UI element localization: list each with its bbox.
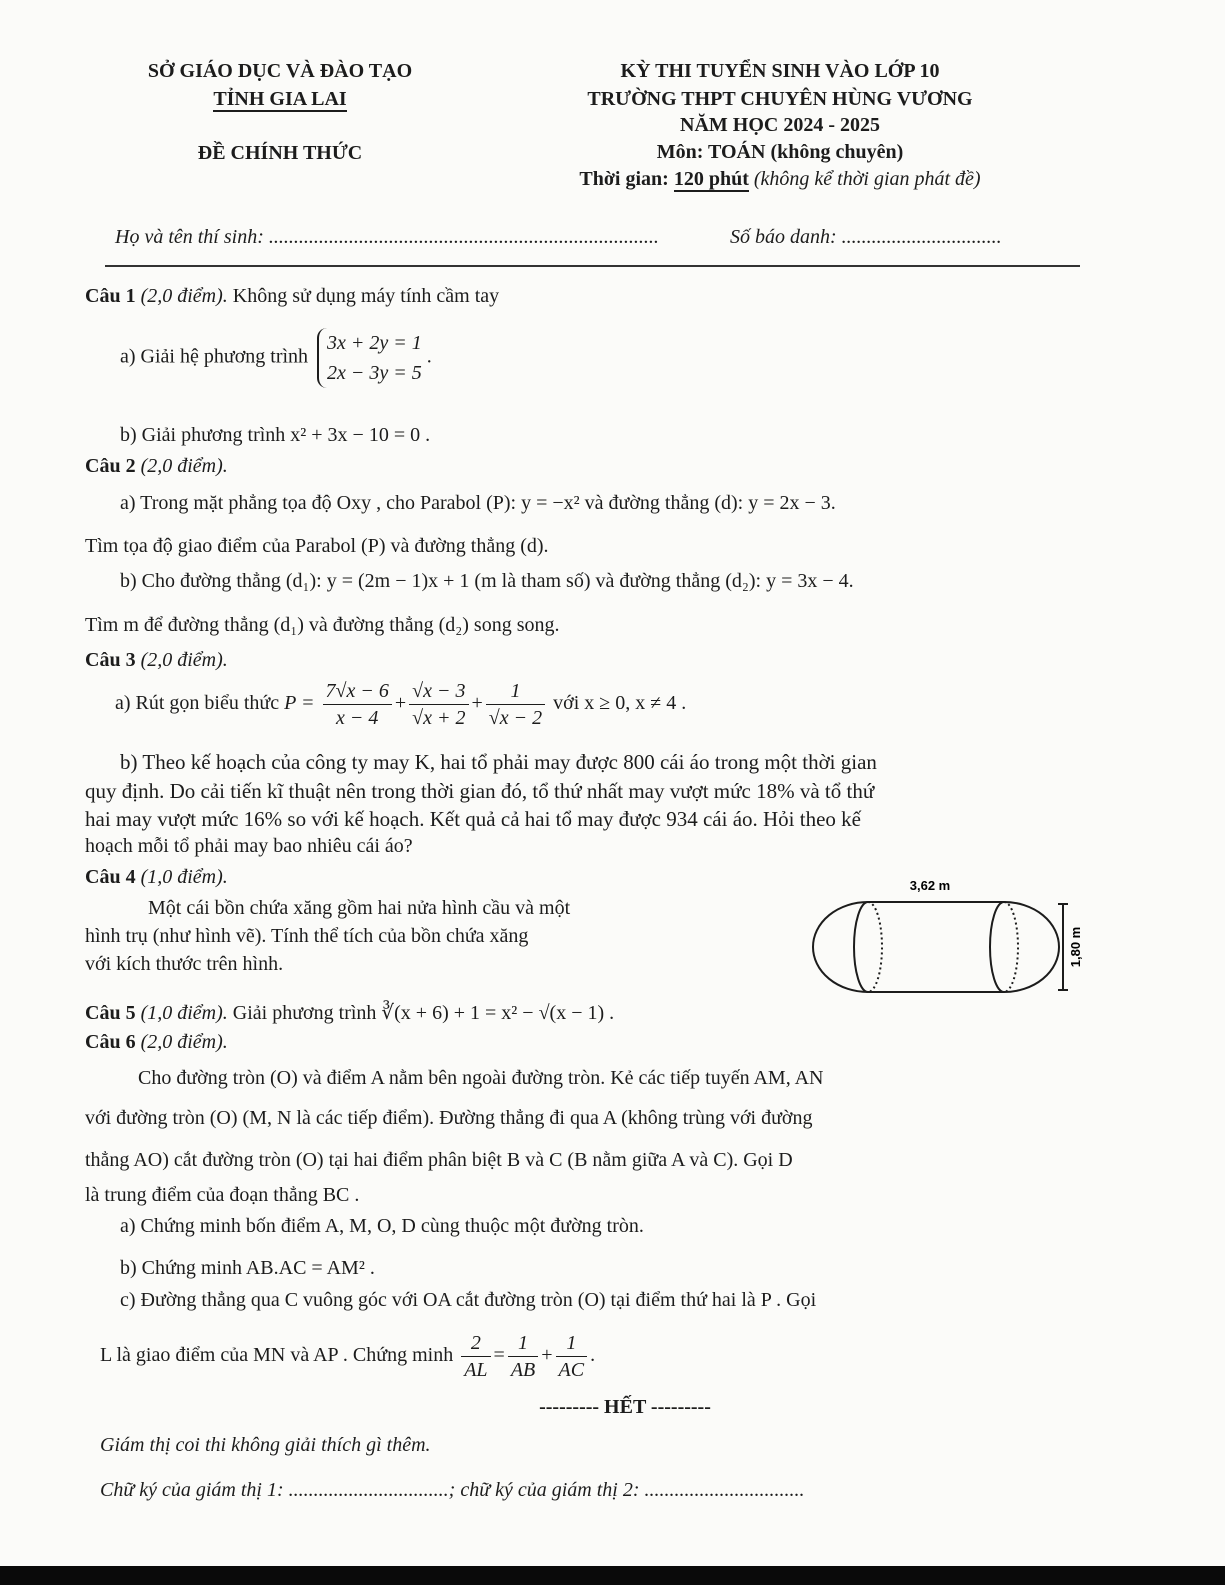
numerator: 2	[461, 1330, 490, 1357]
end-mark: --------- HẾT ---------	[539, 1396, 711, 1418]
q3-b-line2: quy định. Do cải tiến kĩ thuật nên trong thời gian đó, tổ thứ nhất may vượt mức 18% và tổ thứ	[85, 779, 875, 803]
subject: Môn: TOÁN (không chuyên)	[656, 141, 904, 163]
q3-points: (2,0 điểm).	[140, 649, 228, 671]
q6-part-c-line2	[100, 1330, 595, 1383]
q6-line2: với đường tròn (O) (M, N là các tiếp điểm). Đường thẳng đi qua A (không trùng với đường	[85, 1107, 813, 1129]
fraction-2	[409, 678, 468, 731]
q1a-end: .	[421, 345, 432, 368]
candidate-name-field: Họ và tên thí sinh: ..............................................................................	[115, 226, 659, 248]
q3-b-line4: hoạch mỗi tổ phải may bao nhiêu cái áo?	[85, 835, 413, 857]
q2-a-line1: a) Trong mặt phẳng tọa độ Oxy , cho Parabol (P): y = −x² và đường thẳng (d): y = 2x − 3.	[120, 492, 836, 514]
q3a-label: a) Rút gọn biểu thức	[115, 692, 280, 715]
q3-part-a	[115, 678, 686, 731]
q1a-label: a) Giải hệ phương trình	[120, 345, 309, 368]
q5-title: Câu 5	[85, 1002, 136, 1024]
q4-line2: hình trụ (như hình vẽ). Tính thể tích của bồn chứa xăng	[85, 925, 529, 947]
question-2	[85, 455, 228, 478]
question-5	[85, 1000, 614, 1025]
q6-part-b: b) Chứng minh AB.AC = AM² .	[120, 1257, 375, 1279]
q6-line3: thẳng AO) cắt đường tròn (O) tại hai điểm phân biệt B và C (B nằm giữa A và C). Gọi D	[85, 1149, 793, 1171]
fraction-2-al	[461, 1330, 490, 1383]
q2-title: Câu 2	[85, 455, 136, 477]
fraction-1-ab	[508, 1330, 538, 1383]
q6-line4: là trung điểm của đoạn thẳng BC .	[85, 1184, 360, 1206]
time-label: Thời gian:	[579, 168, 674, 190]
q4-points: (1,0 điểm).	[140, 866, 228, 888]
q5-points: (1,0 điểm).	[140, 1002, 228, 1024]
department-name: SỞ GIÁO DỤC VÀ ĐÀO TẠO	[147, 60, 413, 82]
equation-system	[317, 328, 422, 388]
candidate-id-field: Số báo danh: ................................	[730, 226, 1002, 248]
diameter-label: 1,80 m	[1068, 926, 1083, 968]
denominator: x − 4	[335, 707, 379, 729]
q6-line1: Cho đường tròn (O) và điểm A nằm bên ngoài đường tròn. Kẻ các tiếp tuyến AM, AN	[138, 1067, 824, 1089]
q6-title: Câu 6	[85, 1031, 136, 1053]
exam-time	[500, 168, 1060, 191]
equals: =	[493, 1344, 505, 1367]
q6-part-a: a) Chứng minh bốn điểm A, M, O, D cùng thuộc một đường tròn.	[120, 1215, 644, 1237]
q6-part-c: c) Đường thẳng qua C vuông góc với OA cắt đường tròn (O) tại điểm thứ hai là P . Gọi	[120, 1289, 817, 1311]
numerator: 7√x − 6	[323, 678, 392, 705]
province-text: TỈNH GIA LAI	[213, 88, 347, 110]
q1-title: Câu 1	[85, 285, 136, 307]
period: .	[590, 1344, 596, 1367]
q3-b-line1: b) Theo kế hoạch của công ty may K, hai tổ phải may được 800 cái áo trong một thời gian	[120, 750, 877, 774]
official-label: ĐỀ CHÍNH THỨC	[197, 142, 363, 164]
question-6	[85, 1031, 228, 1054]
length-label: 3,62 m	[909, 878, 951, 893]
q3-b-line3: hai may vượt mức 16% so với kế hoạch. Kết quả cả hai tổ may được 934 cái áo. Hỏi theo kế	[85, 807, 861, 831]
numerator: 1	[508, 1330, 538, 1357]
eq2: 2x − 3y = 5	[327, 362, 422, 384]
province-name	[110, 88, 450, 111]
q4-title: Câu 4	[85, 866, 136, 888]
q6-points: (2,0 điểm).	[140, 1031, 228, 1053]
denominator: AB	[510, 1359, 536, 1381]
proctor-signatures: Chữ ký của giám thị 1: ................................; chữ ký của giám thị 2: ................................	[100, 1479, 805, 1501]
fraction-3	[486, 678, 545, 731]
fraction-1	[323, 678, 392, 731]
school-name: TRƯỜNG THPT CHUYÊN HÙNG VƯƠNG	[587, 88, 973, 110]
plus: +	[541, 1344, 553, 1367]
q6c-text: L là giao điểm của MN và AP . Chứng minh	[100, 1344, 454, 1367]
denominator: AC	[558, 1359, 585, 1381]
q2-points: (2,0 điểm).	[140, 455, 228, 477]
q3-title: Câu 3	[85, 649, 136, 671]
proctor-note: Giám thị coi thi không giải thích gì thêm.	[100, 1434, 431, 1456]
p-label: P =	[284, 692, 315, 715]
q2-b-line2: Tìm m để đường thẳng (d₁) và đường thẳng (d₂) song song.	[85, 614, 560, 636]
plus: +	[471, 692, 483, 715]
q1-part-a	[120, 328, 432, 388]
denominator: √x + 2	[412, 707, 466, 729]
eq1: 3x + 2y = 1	[327, 332, 422, 354]
q1-part-b: b) Giải phương trình x² + 3x − 10 = 0 .	[120, 424, 431, 446]
q1-points: (2,0 điểm).	[140, 285, 228, 307]
scan-border	[0, 1566, 1225, 1585]
header-divider	[105, 265, 1080, 267]
time-value: 120 phút	[673, 168, 749, 190]
q5-text: Giải phương trình ∛(x + 6) + 1 = x² − √(x − 1) .	[227, 1002, 615, 1024]
denominator: AL	[464, 1359, 488, 1381]
question-1	[85, 285, 499, 308]
exam-title: KỲ THI TUYỂN SINH VÀO LỚP 10	[620, 60, 940, 82]
numerator: √x − 3	[409, 678, 468, 705]
question-4	[85, 866, 228, 889]
question-3	[85, 649, 228, 672]
q1-intro: Không sử dụng máy tính cầm tay	[227, 285, 500, 307]
school-year: NĂM HỌC 2024 - 2025	[680, 114, 880, 136]
denominator: √x − 2	[488, 707, 543, 729]
plus: +	[394, 692, 407, 715]
q2-b-line1: b) Cho đường thẳng (d₁): y = (2m − 1)x + 1 (m là tham số) và đường thẳng (d₂): y = 3x − 4.	[120, 570, 854, 592]
numerator: 1	[486, 678, 545, 705]
q3a-condition: với x ≥ 0, x ≠ 4 .	[553, 692, 687, 715]
tank-figure	[790, 860, 1090, 1010]
q4-line3: với kích thước trên hình.	[85, 953, 284, 975]
q2-a-line2: Tìm tọa độ giao điểm của Parabol (P) và đường thẳng (d).	[85, 535, 549, 557]
numerator: 1	[556, 1330, 588, 1357]
fraction-1-ac	[556, 1330, 588, 1383]
q4-line1: Một cái bồn chứa xăng gồm hai nửa hình cầu và một	[148, 897, 571, 919]
time-note: (không kể thời gian phát đề)	[753, 168, 981, 190]
